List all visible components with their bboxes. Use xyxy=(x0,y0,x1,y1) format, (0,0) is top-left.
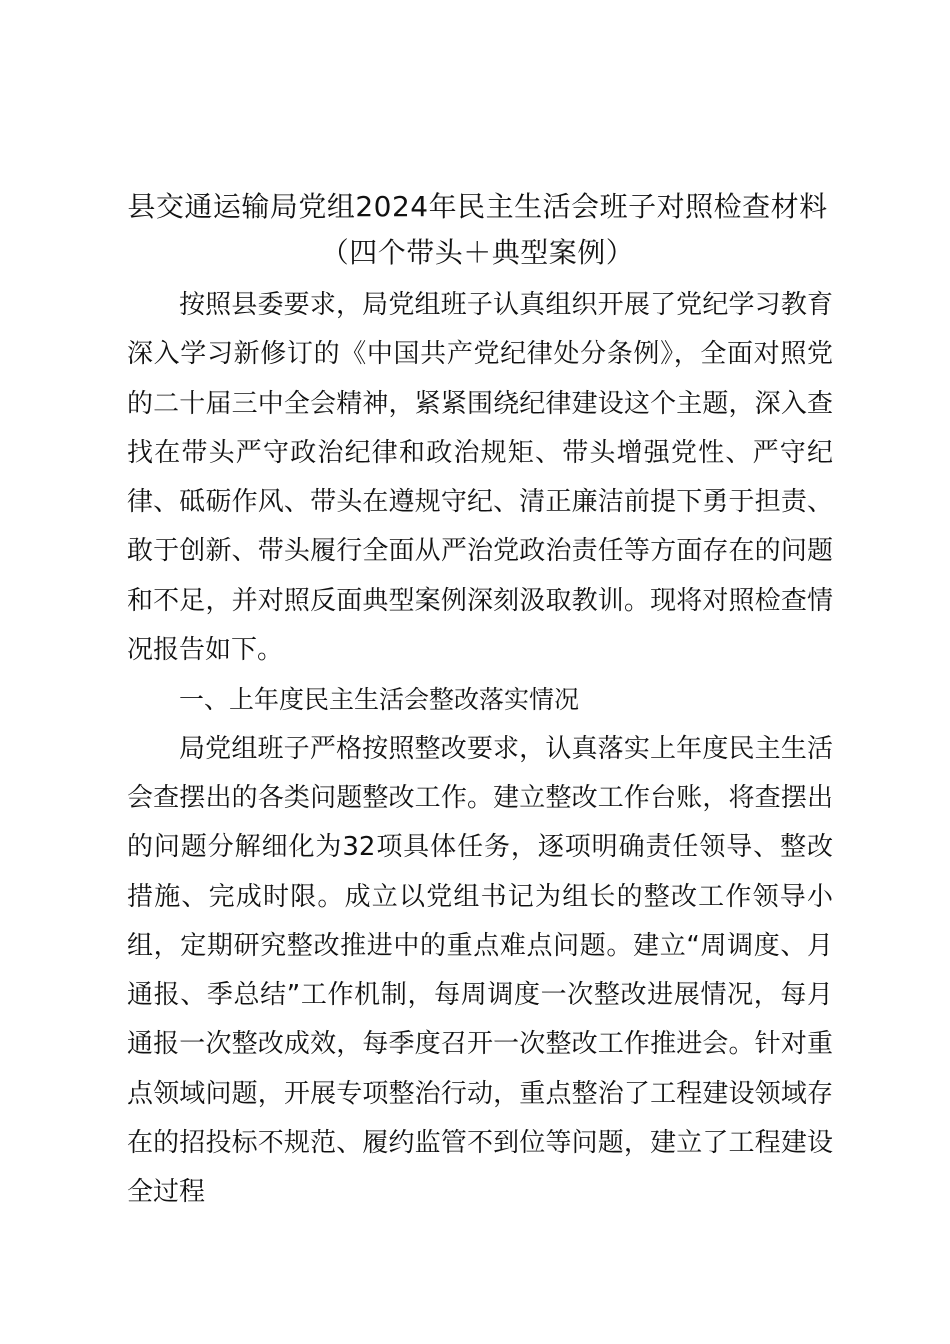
section-paragraph: 局党组班子严格按照整改要求，认真落实上年度民主生活会查摆出的各类问题整改工作。建立整改工作台账，将查摆出的问题分解细化为32项具体任务，逐项明确责任领导、整改措施、完成时限。成立以党组书记为组长的整改工作领导小组，定期研究整改推进中的重点难点问题。建立“周调度、月通报、季总结”工作机制，每周调度一次整改进展情况，每月通报一次整改成效，每季度召开一次整改工作推进会。针对重点领域问题，开展专项整治行动，重点整治了工程建设领域存在的招投标不规范、履约监管不到位等问题，建立了工程建设全过程 xyxy=(127,733,833,1208)
section-heading: 一、上年度民主生活会整改落实情况 xyxy=(179,685,580,715)
intro-paragraph: 按照县委要求，局党组班子认真组织开展了党纪学习教育深入学习新修订的《中国共产党纪律处分条例》，全面对照党的二十届三中全会精神，紧紧围绕纪律建设这个主题，深入查找在带头严守政治纪律和政治规矩、带头增强党性、严守纪律、砥砺作风、带头在遵规守纪、清正廉洁前提下勇于担责、敢于创新、带头履行全面从严治党政治责任等方面存在的问题和不足，并对照反面典型案例深刻汲取教训。现将对照检查情况报告如下。 xyxy=(127,290,833,666)
document-title: 县交通运输局党组2024年民主生活会班子对照检查材料（四个带头＋典型案例） xyxy=(127,190,828,269)
document-body xyxy=(127,281,833,1218)
